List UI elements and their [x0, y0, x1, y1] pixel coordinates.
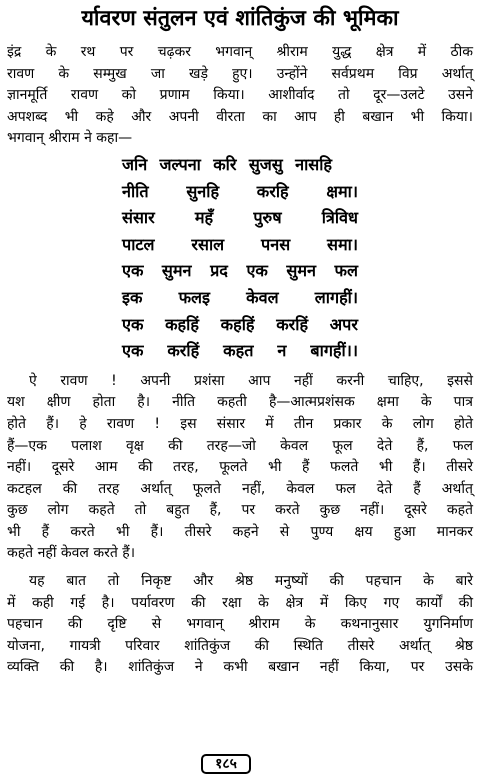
- page-title: र्यावरण संतुलन एवं शांतिकुंज की भूमिका: [81, 6, 399, 31]
- text-line: कुछ लोग कहते तो बहुत हैं, पर करते कुछ नहीं। दूसरे कहते: [7, 502, 473, 519]
- page-number: १८५: [201, 754, 251, 774]
- paragraph-intro: [7, 42, 473, 150]
- text-line: यह बात तो निकृष्ट और श्रेष्ठ मनुष्यों की पहचान के बारे: [29, 573, 473, 590]
- text-line: योजना, गायत्री परिवार शांतिकुंज की स्थिति तीसरे अर्थात् श्रेष्ठ: [7, 637, 473, 654]
- verse-line: जनि जल्पना करि सुजसु नासहि: [122, 154, 332, 174]
- verse-line: एक करहिं कहत न बागहीं।।: [122, 341, 358, 361]
- text-line: कटहल की तरह अर्थात् फूलते नहीं, केवल फल देते हैं अर्थात्: [7, 480, 473, 497]
- text-line: ज्ञानमूर्ति रावण को प्रणाम किया। आशीर्वाद तो दूर—उलटे उसने: [7, 87, 473, 104]
- verse-line: एक सुमन प्रद एक सुमन फल: [122, 261, 358, 281]
- text-line: ऐ रावण ! अपनी प्रशंसा आप नहीं करनी चाहिए, इससे: [29, 372, 473, 389]
- verse-line: इक फलइ केवल लागहीं।: [122, 287, 358, 307]
- text-line: व्यक्ति की है। शांतिकुंज ने कभी बखान नहीं किया, पर उसके: [7, 659, 473, 676]
- text-line: हैं—एक पलाश वृक्ष की तरह—जो केवल फूल देते हैं, फल: [7, 437, 473, 454]
- text-line: यश क्षीण होता है। नीति कहती है—आत्मप्रशंसक क्षमा के पात्र: [7, 394, 473, 411]
- text-line: होते हैं। हे रावण ! इस संसार में तीन प्रकार के लोग होते: [7, 415, 473, 432]
- verse-line: संसार महँ पुरुष त्रिविध: [122, 208, 358, 228]
- verse-line: नीति सुनहि करहि क्षमा।: [122, 181, 358, 201]
- text-line: भी हैं करते भी हैं। तीसरे कहने से पुण्य क्षय हुआ मानकर: [7, 523, 473, 540]
- text-line: पहचान की दृष्टि से भगवान् श्रीराम के कथनानुसार युगनिर्माण: [7, 616, 473, 633]
- verse-block: [7, 152, 473, 365]
- text-line: कहते नहीं केवल करते हैं।: [7, 545, 136, 562]
- verse-line: पाटल रसाल पनस समा।: [122, 234, 358, 254]
- text-line: अपशब्द भी कहे और अपनी वीरता का आप ही बखान भी किया।: [7, 108, 473, 125]
- text-line: में कही गई है। पर्यावरण की रक्षा के क्षेत्र में किए गए कार्यों की: [7, 594, 473, 611]
- text-line: रावण के सम्मुख जा खड़े हुए। उन्होंने सर्वप्रथम विप्र अर्थात्: [7, 65, 473, 82]
- paragraph-conclusion: [7, 571, 473, 679]
- text-line: नहीं। दूसरे आम की तरह, फूलते भी हैं फलते भी हैं। तीसरे: [7, 459, 473, 476]
- text-line: भगवान् श्रीराम ने कहा—: [7, 130, 133, 147]
- verse-line: एक कहहिं कहहिं करहिं अपर: [122, 314, 358, 334]
- text-line: इंद्र के रथ पर चढ़कर भगवान् श्रीराम युद्ध क्षेत्र में ठीक: [7, 44, 473, 60]
- paragraph-explanation: [7, 371, 473, 565]
